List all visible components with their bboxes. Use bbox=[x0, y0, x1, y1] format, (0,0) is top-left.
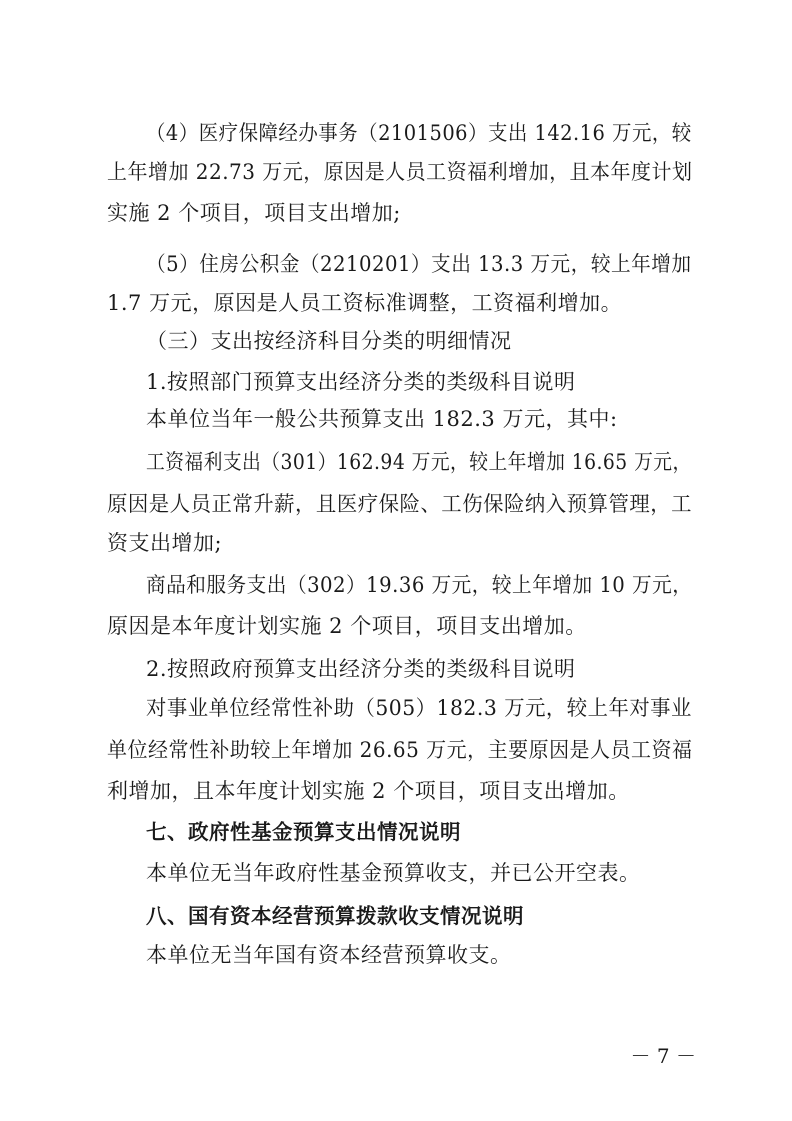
paragraph-line: 单位经常性补助较上年增加 26.65 万元，主要原因是人员工资福 bbox=[107, 738, 693, 762]
paragraph-line: 资支出增加; bbox=[107, 531, 223, 555]
paragraph-line: （4）医疗保障经办事务（2101506）支出 142.16 万元，较 bbox=[146, 121, 692, 145]
paragraph-line: 对事业单位经常性补助（505）182.3 万元，较上年对事业 bbox=[146, 696, 692, 720]
subsection-title: 1.按照部门预算支出经济分类的类级科目说明 bbox=[146, 370, 576, 394]
paragraph-line: 本单位当年一般公共预算支出 182.3 万元，其中: bbox=[146, 407, 618, 431]
paragraph-line: （5）住房公积金（2210201）支出 13.3 万元，较上年增加 bbox=[146, 252, 692, 276]
paragraph-line: 原因是本年度计划实施 2 个项目，项目支出增加。 bbox=[107, 614, 587, 638]
paragraph-line: 本单位无当年政府性基金预算收支，并已公开空表。 bbox=[146, 861, 641, 885]
paragraph-line: 1.7 万元，原因是人员工资标准调整，工资福利增加。 bbox=[107, 291, 623, 315]
paragraph-line: 原因是人员正常升薪，且医疗保险、工伤保险纳入预算管理，工 bbox=[107, 492, 693, 516]
section-heading: 七、政府性基金预算支出情况说明 bbox=[146, 820, 461, 844]
page-number: － 7 － bbox=[630, 1044, 696, 1068]
paragraph-line: 利增加，且本年度计划实施 2 个项目，项目支出增加。 bbox=[107, 779, 630, 803]
subsection-title: 2.按照政府预算支出经济分类的类级科目说明 bbox=[146, 657, 576, 681]
paragraph-line: 上年增加 22.73 万元，原因是人员工资福利增加，且本年度计划 bbox=[107, 160, 693, 184]
paragraph-line: 实施 2 个项目，项目支出增加; bbox=[107, 201, 401, 225]
paragraph-line: 工资福利支出（301）162.94 万元，较上年增加 16.65 万元， bbox=[146, 450, 692, 474]
paragraph-line: 商品和服务支出（302）19.36 万元，较上年增加 10 万元， bbox=[146, 573, 693, 597]
paragraph-line: 本单位无当年国有资本经营预算收支。 bbox=[146, 943, 512, 967]
section-heading: 八、国有资本经营预算拨款收支情况说明 bbox=[146, 904, 524, 928]
section-subheading: （三）支出按经济科目分类的明细情况 bbox=[146, 329, 512, 353]
